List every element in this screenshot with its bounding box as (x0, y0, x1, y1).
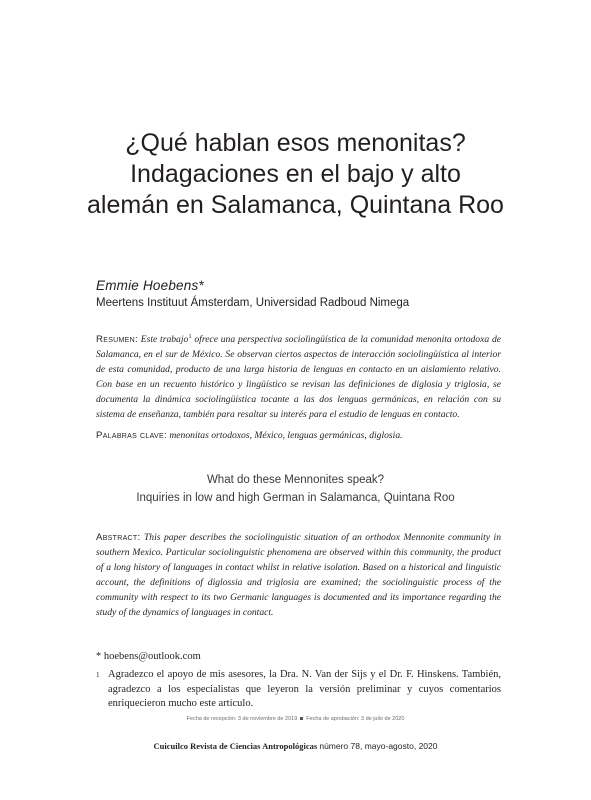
journal-name: Cuicuilco Revista de Ciencias Antropológicas (153, 741, 318, 751)
author-affiliation: Meertens Instituut Ámsterdam, Universidad Radboud Nimega (96, 297, 410, 309)
title-line-1: ¿Qué hablan esos menonitas? (125, 129, 466, 157)
resumen-paragraph (96, 329, 501, 422)
keywords-paragraph (96, 428, 501, 443)
abstract-paragraph (96, 530, 501, 620)
footnote-ref-1[interactable]: 1 (188, 333, 192, 340)
separator-square-icon (300, 717, 303, 720)
resumen-label: Resumen: (96, 334, 138, 346)
approved-date: Fecha de aprobación: 3 de julio de 2020 (306, 716, 405, 722)
keywords-label: Palabras clave: (96, 430, 167, 441)
title-line-2: Indagaciones en el bajo y alto (130, 160, 461, 188)
english-title-line-1: What do these Mennonites speak? (206, 474, 385, 486)
author-name: Emmie Hoebens* (96, 278, 204, 293)
title-line-3: alemán en Salamanca, Quintana Roo (87, 191, 504, 219)
english-title (0, 471, 591, 507)
author-email-footnote: * hoebens@outlook.com (96, 651, 201, 662)
footnote-1-number: 1 (96, 671, 100, 679)
journal-issue: número 78, mayo-agosto, 2020 (319, 741, 438, 751)
abstract-label: Abstract: (96, 532, 141, 543)
resumen-text: ofrece una perspectiva sociolingüística de la comunidad menonita ortodoxa de Salamanca, en el sur de México. Se observan ciertos aspectos de interacción sociolingüística al interior de esta comunidad, producto de una larga historia de lenguas en contacto en un aislamiento relativo. Con base en un recuento histórico y lingüístico se revisan las definiciones de diglosia y triglosia, se documenta la dinámica sociolingüística tocante a las dos lenguas germánicas, en relación con su sistema de enseñanza, también para resaltar su interés para el estudio de lenguas en contacto. (96, 334, 501, 421)
english-title-line-2: Inquiries in low and high German in Salamanca, Quintana Roo (136, 492, 455, 504)
journal-footer (0, 741, 591, 751)
keywords-text: menonitas ortodoxos, México, lenguas germánicas, diglosia. (169, 430, 403, 441)
abstract-text: This paper describes the sociolinguistic situation of an orthodox Mennonite community in southern Mexico. Particular sociolinguistic phenomena are observed within this community, the product of a long history of languages in contact whilst in relative isolation. Based on a historical and linguistic account, the definitions of diglossia and triglosia are examined; the sociolinguistic process of the community with respect to its two Germanic languages is documented and its importance regarding the study of the dynamics of languages in contact. (96, 532, 502, 618)
article-title (0, 128, 591, 221)
footnote-1 (96, 668, 501, 712)
received-date: Fecha de recepción: 3 de noviembre de 2019 (186, 716, 298, 722)
resumen-text-start: Este trabajo (140, 334, 189, 346)
submission-dates (0, 716, 591, 722)
footnote-1-text: Agradezco el apoyo de mis asesores, la Dra. N. Van der Sijs y el Dr. F. Hinskens. También, agradezco a los especialistas que leyeron la versión preliminar y cuyos comentarios enriquecieron mucho este artículo. (108, 669, 501, 709)
